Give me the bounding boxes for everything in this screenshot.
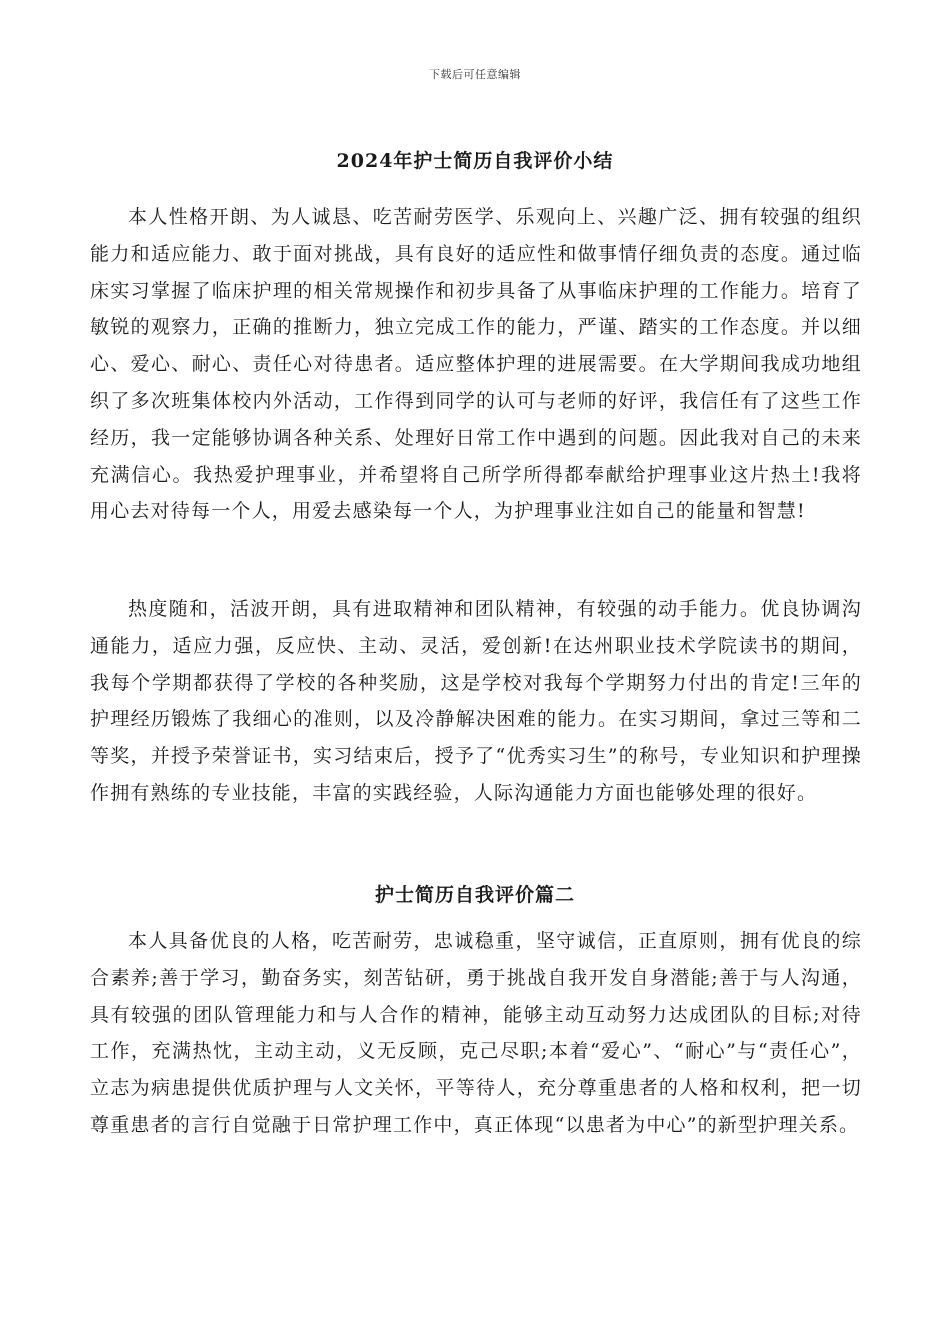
section-paragraph: 本人具备优良的人格，吃苦耐劳，忠诚稳重，坚守诚信，正直原则，拥有优良的综合素养;善于学习，勤奋务实，刻苦钻研，勇于挑战自我开发自身潜能;善于与人沟通，具有较强的团队管理能力和与人合作的精神，能够主动互动努力达成团队的目标;对待工作，充满热忱，主动主动，义无反顾，克己尽职;本着“爱心”、“耐心”与“责任心”，立志为病患提供优质护理与人文关怀，平等待人，充分尊重患者的人格和权利，把一切尊重患者的言行自觉融于日常护理工作中，真正体现“以患者为中心”的新型护理关系。 xyxy=(90,930,862,1136)
document-title: 2024年护士简历自我评价小结 xyxy=(336,150,614,172)
section-title: 护士简历自我评价篇二 xyxy=(374,884,575,906)
header-note: 下载后可任意编辑 xyxy=(429,68,521,81)
body-paragraph: 本人性格开朗、为人诚恳、吃苦耐劳医学、乐观向上、兴趣广泛、拥有较强的组织能力和适应能力、敢于面对挑战，具有良好的适应性和做事情仔细负责的态度。通过临床实习掌握了临床护理的相关常规操作和初步具备了从事临床护理的工作能力。培育了敏锐的观察力，正确的推断力，独立完成工作的能力，严谨、踏实的工作态度。并以细心、爱心、耐心、责任心对待患者。适应整体护理的进展需要。在大学期间我成功地组织了多次班集体校内外活动，工作得到同学的认可与老师的好评，我信任有了这些工作经历，我一定能够协调各种关系、处理好日常工作中遇到的问题。因此我对自己的未来充满信心。我热爱护理事业，并希望将自己所学所得都奉献给护理事业这片热土!我将用心去对待每一个人，用爱去感染每一个人，为护理事业注如自己的能量和智慧! xyxy=(90,206,862,523)
body-paragraph: 热度随和，活波开朗，具有进取精神和团队精神，有较强的动手能力。优良协调沟通能力，适应力强，反应快、主动、灵活，爱创新!在达州职业技术学院读书的期间，我每个学期都获得了学校的各种奖励，这是学校对我每个学期努力付出的肯定!三年的护理经历锻炼了我细心的准则，以及冷静解决困难的能力。在实习期间，拿过三等和二等奖，并授予荣誉证书，实习结束后，授予了“优秀实习生”的称号，专业知识和护理操作拥有熟练的专业技能，丰富的实践经验，人际沟通能力方面也能够处理的很好。 xyxy=(90,598,862,804)
